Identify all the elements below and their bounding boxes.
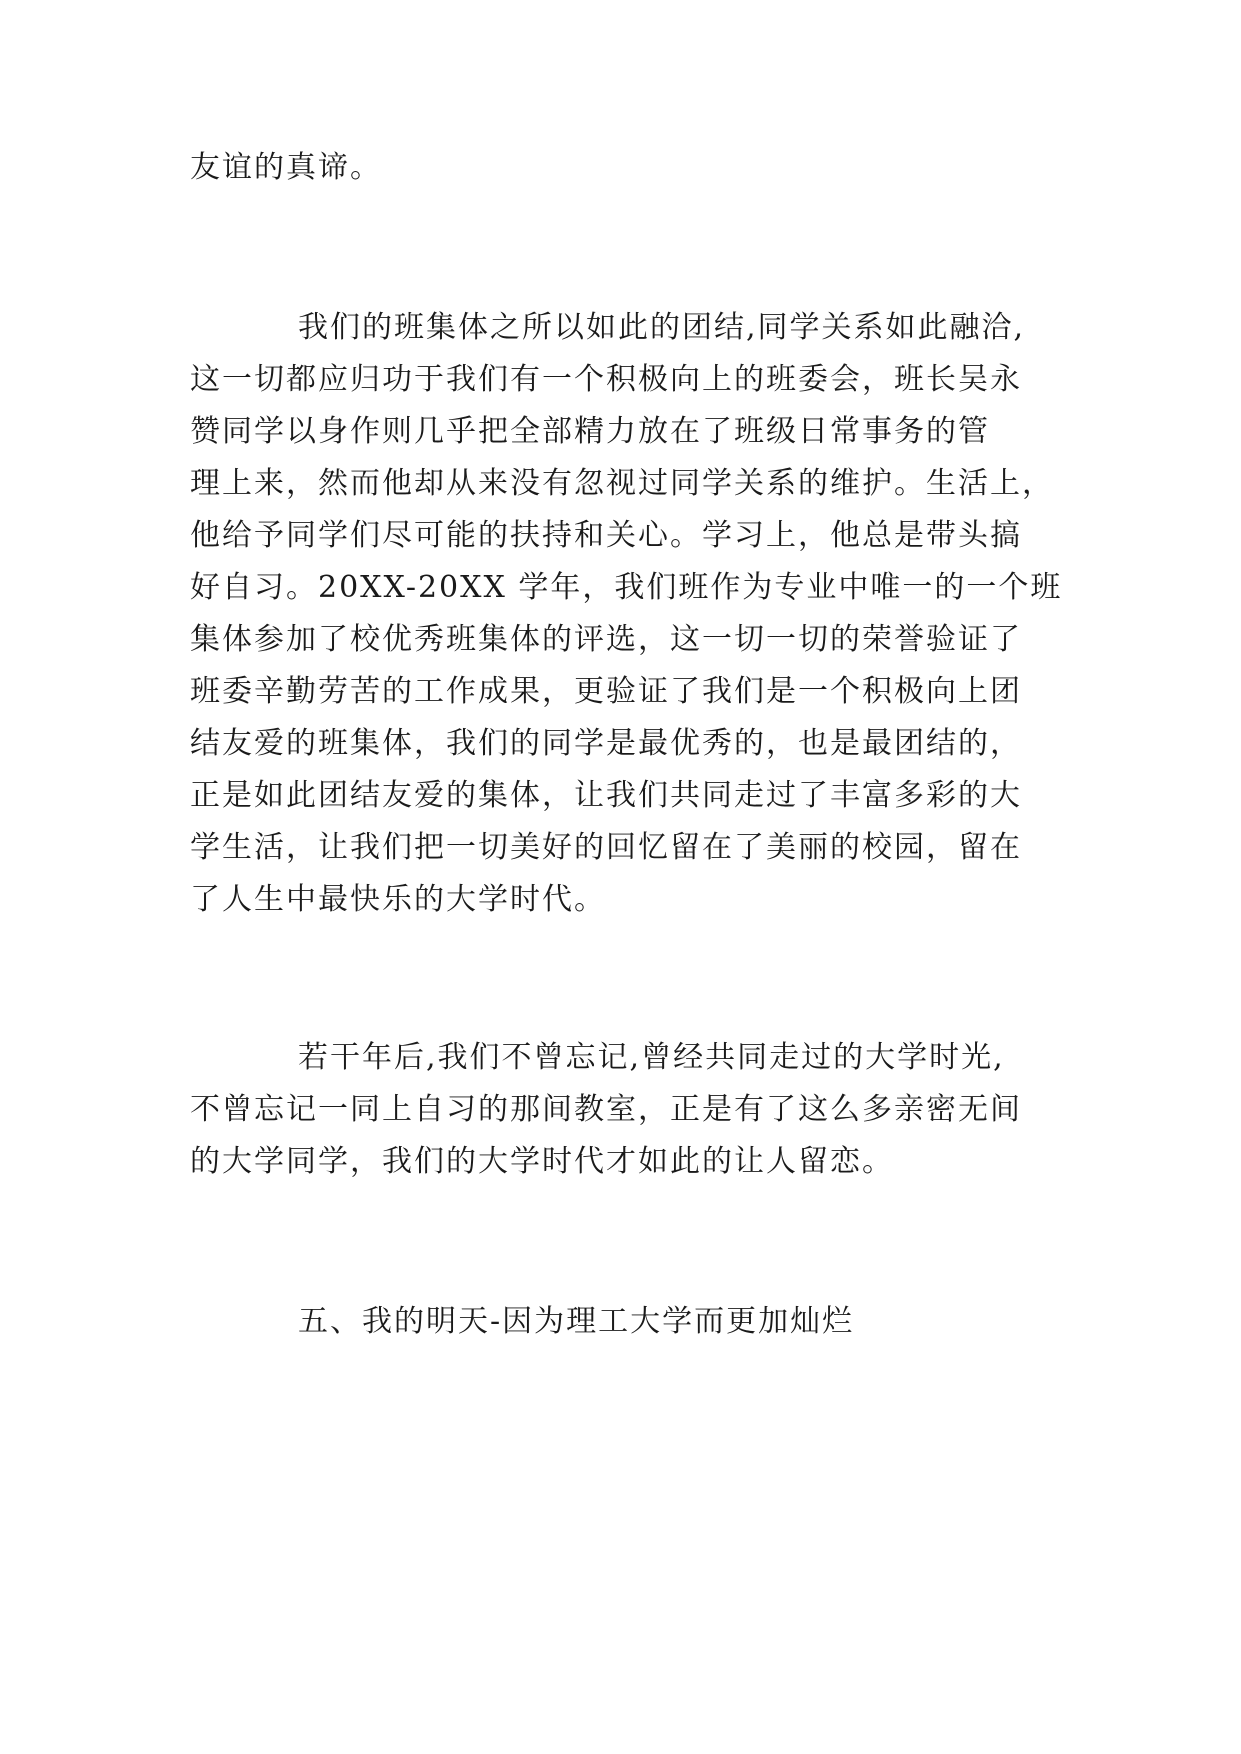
paragraph-1-line-12: 了人生中最快乐的大学时代。 (190, 882, 606, 917)
paragraph-1-line-7: 集体参加了校优秀班集体的评选，这一切一切的荣誉验证了 (190, 622, 1022, 657)
paragraph-2-line-1: 若干年后,我们不曾忘记,曾经共同走过的大学时光, (298, 1040, 1005, 1075)
paragraph-1-line-3: 赞同学以身作则几乎把全部精力放在了班级日常事务的管 (190, 414, 990, 449)
paragraph-1-line-11: 学生活，让我们把一切美好的回忆留在了美丽的校园，留在 (190, 830, 1022, 865)
paragraph-1-line-1: 我们的班集体之所以如此的团结,同学关系如此融洽, (298, 310, 1026, 345)
paragraph-2-line-2: 不曾忘记一同上自习的那间教室，正是有了这么多亲密无间 (190, 1092, 1022, 1127)
paragraph-0-line-1: 友谊的真谛。 (190, 150, 382, 185)
paragraph-1-line-2: 这一切都应归功于我们有一个积极向上的班委会，班长吴永 (190, 362, 1022, 397)
paragraph-1-line-4: 理上来，然而他却从来没有忽视过同学关系的维护。生活上， (190, 466, 1054, 501)
paragraph-1-line-9: 结友爱的班集体，我们的同学是最优秀的，也是最团结的， (190, 726, 1022, 761)
paragraph-1-line-6: 好自习。20XX-20XX 学年，我们班作为专业中唯一的一个班 (190, 570, 1063, 605)
paragraph-1-line-8: 班委辛勤劳苦的工作成果，更验证了我们是一个积极向上团 (190, 674, 1022, 709)
paragraph-1-line-5: 他给予同学们尽可能的扶持和关心。学习上，他总是带头搞 (190, 518, 1022, 553)
section-heading: 五、我的明天-因为理工大学而更加灿烂 (298, 1304, 855, 1339)
paragraph-1-line-10: 正是如此团结友爱的集体，让我们共同走过了丰富多彩的大 (190, 778, 1022, 813)
paragraph-2-line-3: 的大学同学，我们的大学时代才如此的让人留恋。 (190, 1144, 894, 1179)
